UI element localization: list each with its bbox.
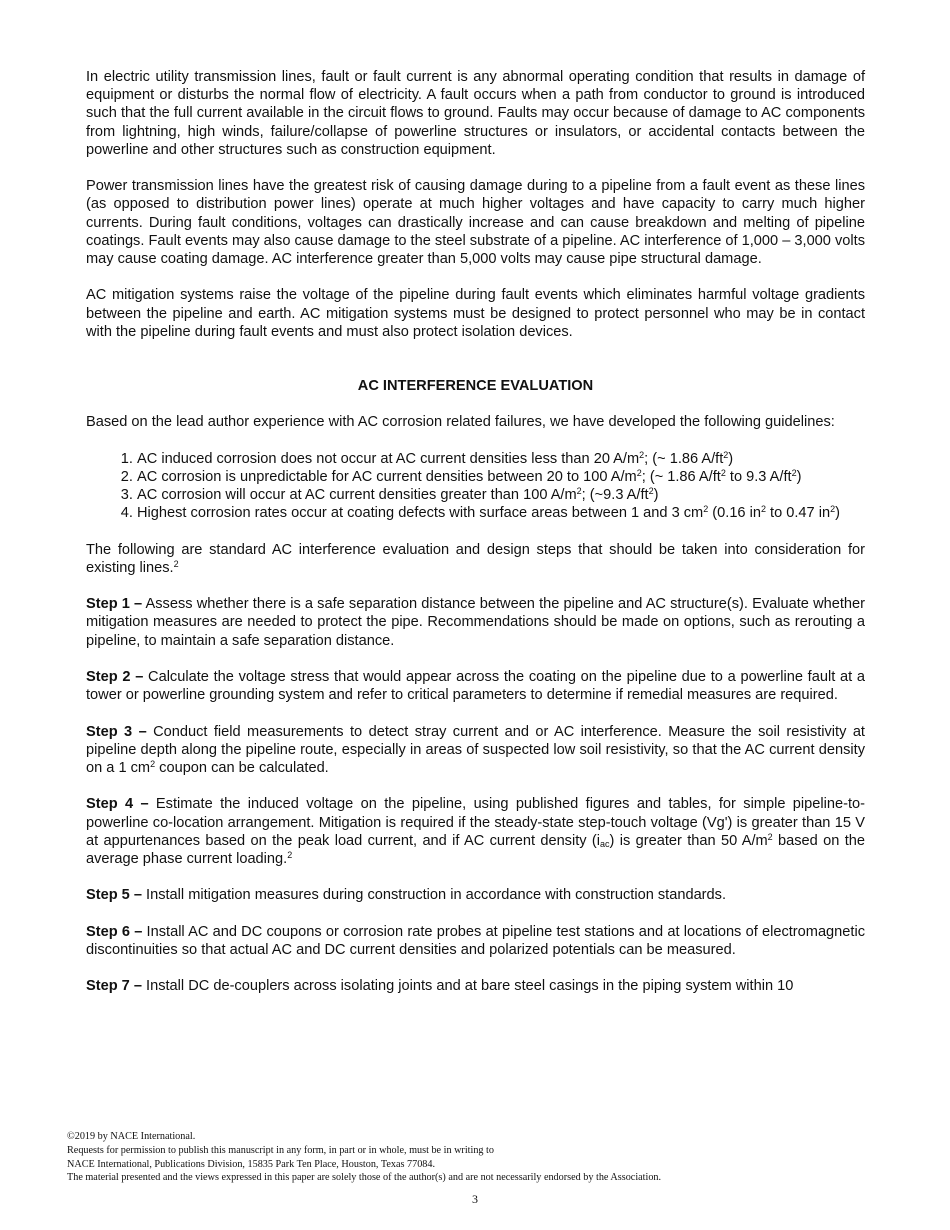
footer-disclaimer: The material presented and the views expressed in this paper are solely those of the author(s) and are not necessarily endorsed by the Association.: [67, 1172, 662, 1184]
step-1: Step 1 – Assess whether there is a safe separation distance between the pipeline and AC structure(s). Evaluate whether mitigation measures are needed to protect the pipe. Recommendations should be made on options, such as rerouting a pipeline, to maintain a safe separation distance.: [86, 596, 865, 649]
footer-permission: Requests for permission to publish this manuscript in any form, in part or in whole, must be in writing to: [67, 1144, 494, 1156]
steps-intro: The following are standard AC interference evaluation and design steps that should be taken into consideration for existing lines.$^2$: [86, 541, 865, 576]
reference-marker: 2: [287, 850, 293, 860]
guideline-item: 4. Highest corrosion rates occur at coating defects with surface areas between 1 and 3 $cm^2$ (0.16 $in^2$ to 0.47 $in^2$): [137, 504, 865, 522]
paragraph-mitigation-systems: AC mitigation systems raise the voltage of the pipeline during fault events which eliminates harmful voltage gradients between the pipeline and earth. AC mitigation systems must be designed to protect personnel who may be in contact with the pipeline during fault events and must also protect isolation devices.: [86, 287, 865, 340]
guideline-item: 2. AC corrosion is unpredictable for AC current densities between 20 to 100 $A/m^2$; (~ 1.86 $A/ft^2$ to 9.3 $A/ft^2$): [137, 468, 865, 486]
reference-marker: 2: [173, 558, 179, 569]
page-number: 3: [472, 1192, 478, 1206]
step-5: Step 5 – Install mitigation measures during construction in accordance with construction standards.: [86, 887, 727, 904]
footer-copyright: ©2019 by NACE International.: [67, 1131, 196, 1142]
section-heading: AC INTERFERENCE EVALUATION: [357, 378, 594, 395]
step-2: Step 2 – Calculate the voltage stress that would appear across the coating on the pipeline due to a powerline fault at a tower or powerline grounding system and refer to critical parameters to determine if remedial measures are required.: [86, 669, 865, 704]
step-4: Step 4 – Estimate the induced voltage on the pipeline, using published figures and tables, for simple pipeline-to-powerline co-location arrangement. Mitigation is required if the steady-state step-touch voltage (Vg') is greater than 15 V at appurtenances based on the peak load current, and if AC current density $(i_{ac})$ is greater than 50 $A/m^2$ based on the average phase current loading.$^2$: [86, 796, 866, 867]
step-7: Step 7 – Install DC de-couplers across isolating joints and at bare steel casings in the piping system within 10: [86, 978, 794, 995]
copyright-footer: [67, 1130, 867, 1185]
paragraph-fault-current: In electric utility transmission lines, fault or fault current is any abnormal operating condition that results in damage of equipment or disturbs the normal flow of electricity. A fault occurs when a path from conductor to ground is introduced such that the full current available in the circuit flows to ground. Faults may occur because of damage to AC components from lightning, high winds, failure/collapse of powerline structures or insulators, or accidental contacts between the powerline and other structures such as construction equipment.: [86, 69, 865, 158]
step-3: Step 3 – Conduct field measurements to detect stray current and or AC interference. Measure the soil resistivity at pipeline depth along the pipeline route, especially in areas of suspected low soil resistivity, so that the AC current density on a 1 $cm^2$ coupon can be calculated.: [86, 723, 865, 776]
guidelines-intro: Based on the lead author experience with AC corrosion related failures, we have developed the following guidelines:: [86, 414, 835, 431]
step-6: Step 6 – Install AC and DC coupons or corrosion rate probes at pipeline test stations and at locations of electromagnetic discontinuities so that actual AC and DC current densities and polarized potentials can be measured.: [86, 923, 865, 958]
page-body: [86, 68, 865, 1014]
paragraph-transmission-risk: Power transmission lines have the greatest risk of causing damage during to a pipeline from a fault event as these lines (as opposed to distribution power lines) operate at much higher voltages and have capacity to carry much higher currents. During fault conditions, voltages can drastically increase and can cause breakdown and melting of pipeline coatings. Fault events may also cause damage to the steel substrate of a pipeline. AC interference of 1,000 – 3,000 volts may cause coating damage. AC interference greater than 5,000 volts may cause pipe structural damage.: [86, 178, 865, 268]
footer-address: NACE International, Publications Division, 15835 Park Ten Place, Houston, Texas 77084.: [67, 1158, 436, 1170]
guidelines-list: [86, 450, 865, 523]
guideline-item: 1. AC induced corrosion does not occur at AC current densities less than 20 $A/m^2$; (~ 1.86 $A/ft^2$): [137, 450, 865, 468]
guideline-item: 3. AC corrosion will occur at AC current densities greater than 100 $A/m^2$; (~9.3 $A/ft^2$): [137, 486, 865, 504]
